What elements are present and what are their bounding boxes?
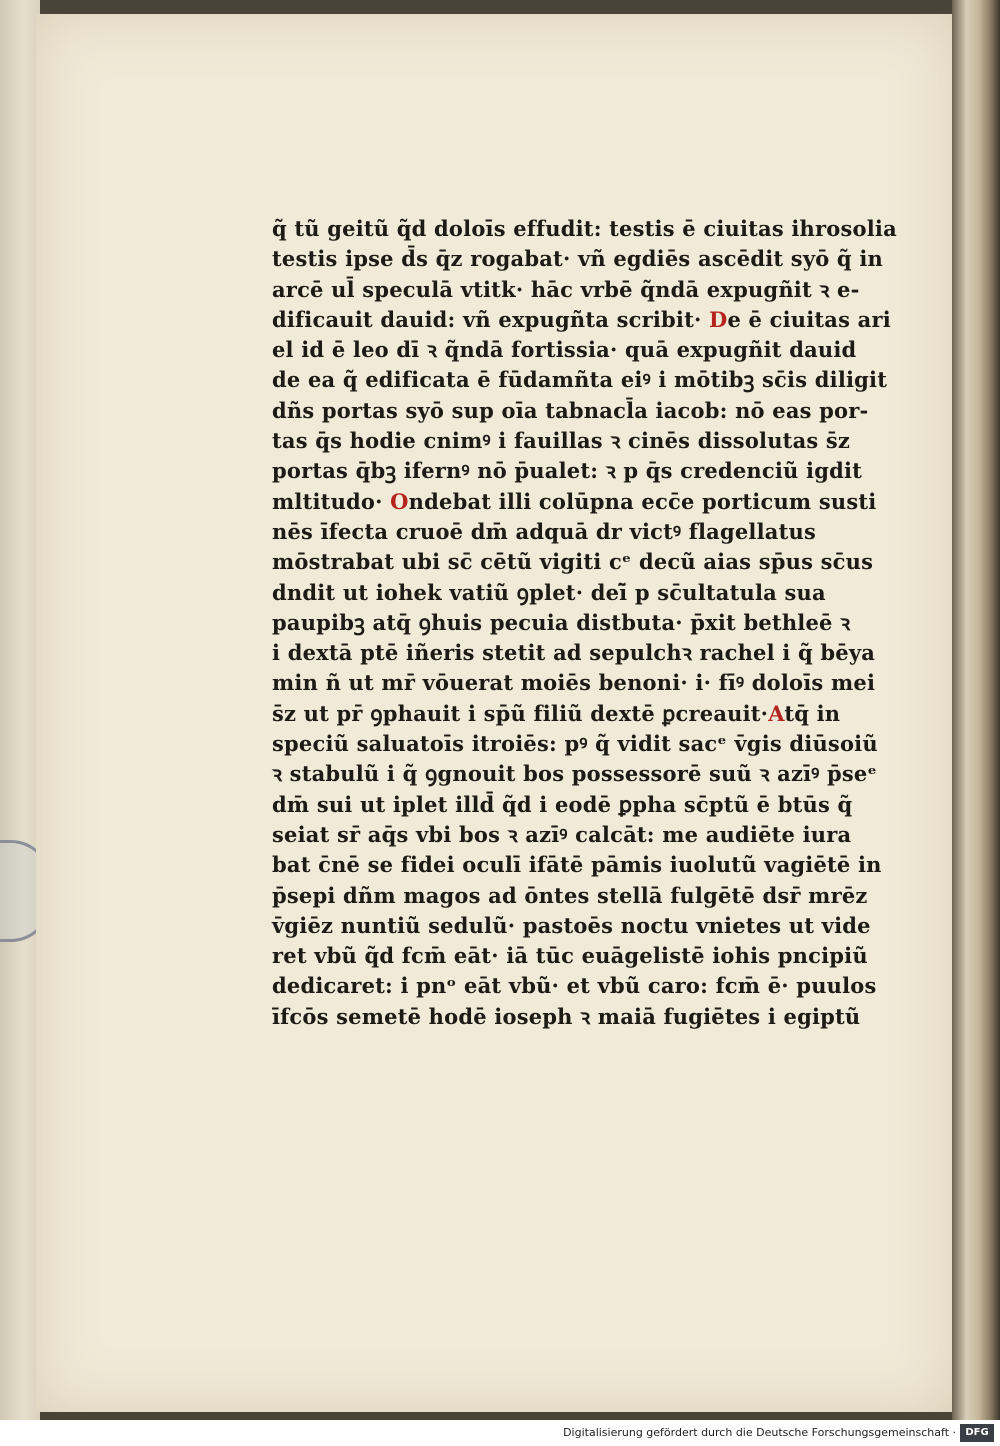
text-line: dñs portas syō sup oīa tabnacl̄a iacob: nō eas por- <box>272 397 869 423</box>
rubric-segment <box>390 489 876 514</box>
text-line: dedicaret: i pnᵒ eāt vbũ· et vbũ caro: fcm̄ ē· puulos <box>272 973 877 999</box>
text-line: q̃ tũ geitũ q̃d doloīs effudit: testis ē ciuitas ihrosolia <box>272 216 897 241</box>
rubric-segment <box>768 701 840 726</box>
text-line: de ea q̃ edificata ē fūdamñta eiꝰ i mōtibꝫ sc̄is diligit <box>272 367 888 393</box>
text-line: nēs īfecta cruoē dm̄ adquā dr victꝰ flagellatus <box>272 518 816 544</box>
text-line <box>272 699 852 729</box>
text-line: īfcōs semetē hodē ioseph ꝛ maiā fugiētes i egiptũ <box>272 1003 861 1029</box>
text-line: i dextā ptē iñeris stetit ad sepulchꝛ rachel i q̃ bēya <box>272 640 876 666</box>
text-line: dm̄ sui ut iplet illd̄ q̃d i eodē ꝑpha sc̄ptũ ē btūs q̃ <box>272 791 853 817</box>
text-line: el id ē leo dī ꝛ q̃ndā fortissia· quā expugñit dauid <box>272 337 857 363</box>
text-segment: mltitudo· <box>272 488 383 514</box>
text-segment: s̄z ut pr̄ ꝯphauit i sp̄ũ filiũ dextē ꝑcreauit· <box>272 700 769 726</box>
text-segment: tq̄ in <box>784 700 841 726</box>
text-line: dndit ut iohek vatiũ ꝯplet· deī̃ p sc̄ultatula sua <box>272 579 826 605</box>
text-segment: dificauit dauid: vñ expugñta scribit· <box>272 306 702 332</box>
text-line: bat c̄nē se fidei oculī ifātē pāmis iuolutũ vagiētē in <box>272 852 882 878</box>
text-line: seiat sr̄ aq̄s vbi bos ꝛ azīꝰ calcāt: me audiēte iura <box>272 821 852 847</box>
text-line: ret vbũ q̃d fcm̄ eāt· iā tūc euāgelistē iohis pncipiũ <box>272 943 868 969</box>
rubric-initial: A <box>768 700 785 726</box>
right-book-edge <box>952 0 1000 1420</box>
left-book-edge <box>0 0 40 1420</box>
text-line: v̄giēz nuntiũ sedulũ· pastoēs noctu vnietes ut vide <box>272 912 871 938</box>
text-line: tas q̄s hodie cnimꝰ i fauillas ꝛ cinēs dissolutas s̄z <box>272 428 851 454</box>
rubric-initial: D <box>709 306 728 332</box>
text-line: arcē ul̄ speculā vtitk· hāc vrbē q̃ndā expugñit ꝛ e- <box>272 276 860 302</box>
text-line: p̄sepi dñm magos ad ōntes stellā fulgētē dsr̄ mrēz <box>272 882 868 908</box>
text-line: portas q̄bꝫ ifernꝰ nō p̄ualet: ꝛ p q̄s credenciũ igdit <box>272 458 863 484</box>
text-line: mōstrabat ubi sc̄ cētũ vigiti cᵉ decũ aias sp̄us sc̄us <box>272 549 874 575</box>
text-line: speciũ saluatoīs itroiēs: pꝰ q̃ vidit sacᵉ v̄gis diūsoiũ <box>272 731 878 757</box>
footer-bar <box>0 1420 1000 1446</box>
rubric-segment <box>709 307 891 332</box>
text-line: paupibꝫ atq̄ ꝯhuis pecuia distbuta· p̄xit bethleē ꝛ <box>272 609 851 635</box>
dfg-logo[interactable]: DFG <box>960 1424 994 1442</box>
text-block <box>272 214 897 1032</box>
funding-credit: Digitalisierung gefördert durch die Deutsche Forschungsgemeinschaft · <box>563 1426 956 1439</box>
text-segment: e ē ciuitas ari <box>727 306 891 332</box>
rubric-initial: O <box>390 488 409 514</box>
text-line: ꝛ stabulũ i q̃ ꝯgnouit bos possessorē suũ ꝛ azīꝰ p̄seᵉ <box>272 761 878 787</box>
text-line: min ñ ut mr̄ vōuerat moiēs benoni· i· fīꝰ doloīs mei <box>272 670 876 696</box>
text-line: testis ipse d̄s q̄z rogabat· vñ egdiēs ascēdit syō q̃ in <box>272 246 883 272</box>
text-segment: ndebat illi colūpna ecc̄e porticum susti <box>408 488 877 514</box>
text-line <box>272 305 891 335</box>
text-line <box>272 487 877 517</box>
